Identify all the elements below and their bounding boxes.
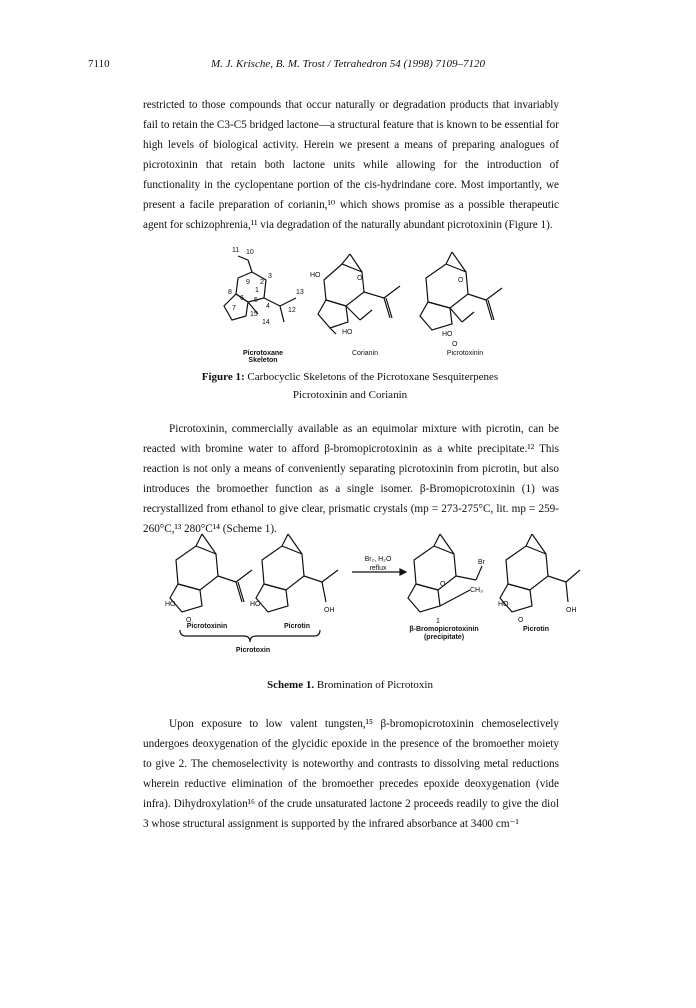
scheme-1-caption [200,676,500,694]
scheme-bromopicrotoxinin-structure [408,534,482,612]
label-precipitate: (precipitate) [423,634,465,641]
picrotoxane-skeleton-structure [224,256,296,322]
atom-label: O [452,341,458,348]
paragraph-3-text: Upon exposure to low valent tungsten,¹⁵ β-bromopicrotoxinin chemoselectively undergoes deoxygenation of the glycidic epoxide in the presence of the bromoether moiety to give 2. The chemoselectivity is noteworthy and contrasts to dissolving metal reductions wherein reductive elimination of the bromoether precedes epoxide deoxygenation (vide infra). Dihydroxylation¹⁶ of the crude unsaturated lactone 2 proceeds readily to give the diol 3 whose structural assignment is supported by the infrared absorbance at 3400 cm⁻¹ [143,718,559,830]
atom-label: OH [566,607,577,614]
atom-label: Br [478,559,485,566]
running-head: M. J. Krische, B. M. Trost / Tetrahedron 54 (1998) 7109–7120 [210,58,486,70]
paragraph-1 [143,95,559,235]
label-picrotoxin: Picrotoxin [235,647,271,654]
scheme-1-caption-label: Scheme 1. [267,679,315,691]
atom-number: 14 [262,319,270,326]
atom-label: O [518,617,524,624]
scheme-picrotin-structure [256,534,338,612]
atom-number: 4 [266,303,270,310]
atom-label: HO [442,331,453,338]
atom-label: O [186,617,192,624]
paragraph-2 [143,419,559,539]
atom-number: 8 [228,289,232,296]
atom-number: 9 [246,279,250,286]
label-picrotoxane-skeleton: Picrotoxane Skeleton [242,350,284,364]
atom-number: 3 [268,273,272,280]
atom-label: OH [324,607,335,614]
picrotoxin-brace [180,630,320,642]
atom-label: CH₃ [470,587,483,594]
label-corianin: Corianin [351,350,379,357]
atom-label: O [440,581,446,588]
atom-number: 6 [240,295,244,302]
paragraph-3 [143,714,559,834]
atom-label: HO [342,329,353,336]
atom-number: 13 [296,289,304,296]
atom-label: HO [498,601,509,608]
scheme-reagents: Br₂, H₂O [364,556,392,563]
figure-1-caption-text: Carbocyclic Skeletons of the Picrotoxane Sesquiterpenes Picrotoxinin and Corianin [247,371,499,401]
atom-number: 1 [255,287,259,294]
figure-1-caption [190,368,510,404]
atom-label: HO [250,601,261,608]
scheme-1-structures [0,530,696,650]
atom-label: HO [310,272,321,279]
scheme-1-caption-text: Bromination of Picrotoxin [316,679,433,691]
atom-label: O [458,277,464,284]
scheme-picrotoxinin-structure [170,534,252,612]
scheme-picrotin-right-structure [500,534,580,612]
label-scheme-picrotoxinin: Picrotoxinin [186,623,228,630]
atom-number: 11 [232,247,240,254]
picrotoxinin-structure [420,252,502,330]
label-picrotoxinin: Picrotoxinin [446,350,484,357]
atom-number: 2 [260,279,264,286]
atom-number: 7 [232,305,236,312]
corianin-structure [318,254,400,334]
label-scheme-picrotin: Picrotin [283,623,311,630]
label-bromopicrotoxinin: β-Bromopicrotoxinin [409,626,479,633]
atom-number: 5 [254,297,258,304]
page-number: 7110 [88,58,110,70]
figure-1-caption-label: Figure 1: [201,371,245,383]
atom-number: 15 [250,311,258,318]
paragraph-1-text: restricted to those compounds that occur naturally or degradation products that invariably fail to retain the C3-C5 bridged lactone—a structural feature that is known to be essential for high levels of biological activity. Herein we present a means of preparing analogues of picrotoxinin that retain both lactone units while allowing for the introduction of functionality in the cyclopentane portion of the cis-hydrindane core. Most importantly, we present a facile preparation of corianin,¹⁰ which shows promise as a possible therapeutic agent for schizophrenia,¹¹ via degradation of the naturally abundant picrotoxinin (Figure 1). [143,99,559,231]
scheme-compound-number: 1 [436,618,440,625]
atom-label: HO [165,601,176,608]
paragraph-2-text: Picrotoxinin, commercially available as an equimolar mixture with picrotin, can be reacted with bromine water to afford β-bromopicrotoxinin as a white precipitate.¹² This reaction is not only a means of conveniently separating picrotoxinin from picrotin, but also introduces the bromoether function as a single isomer. β-Bromopicrotoxinin (1) was recrystallized from ethanol to give clear, prismatic crystals (mp = 273-275°C, lit. mp = 259-260°C,¹³ 280°C¹⁴ (Scheme 1). [143,423,559,535]
atom-number: 10 [246,249,254,256]
atom-number: 12 [288,307,296,314]
label-scheme-picrotin-right: Picrotin [522,626,550,633]
scheme-conditions: reflux [369,565,387,572]
atom-label: O [357,275,363,282]
